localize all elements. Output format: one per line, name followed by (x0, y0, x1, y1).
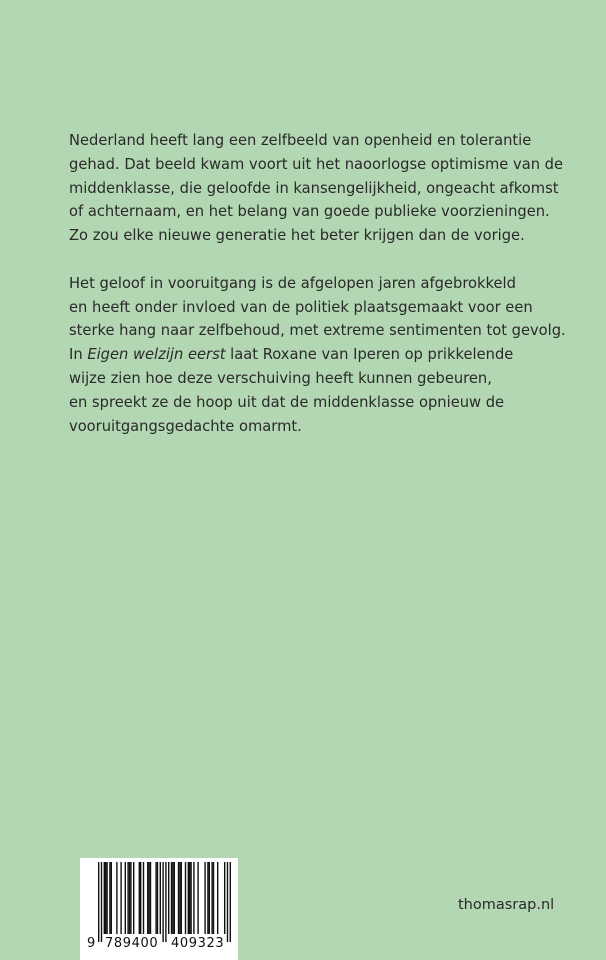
barcode-bar (140, 862, 141, 934)
barcode-bar (204, 862, 205, 934)
barcode-bar (109, 862, 110, 934)
barcode-bar (155, 862, 156, 934)
barcode-bar (98, 862, 99, 942)
blurb-line: Nederland heeft lang een zelfbeeld van openheid en tolerantie (69, 132, 532, 149)
barcode-bar (207, 862, 208, 934)
barcode-bar (105, 862, 106, 934)
barcode-bar (150, 862, 151, 934)
book-title: Eigen welzijn eerst (87, 346, 226, 364)
barcode-bar (165, 862, 166, 942)
line-suffix: laat Roxane van Iperen op prikkelende (225, 346, 514, 364)
back-cover-blurb (69, 129, 569, 438)
barcode-bar (178, 862, 179, 934)
barcode-bar (143, 862, 144, 934)
barcode-bar (179, 862, 180, 934)
barcode-bar (168, 862, 169, 934)
barcode-bar (193, 862, 194, 934)
barcode-bar (188, 862, 189, 934)
barcode-bar (230, 862, 231, 942)
barcode-bar (217, 862, 218, 934)
line-prefix: In (69, 346, 88, 364)
barcode-bar (116, 862, 117, 934)
barcode-bar (125, 862, 126, 934)
blurb-line: en spreekt ze de hoop uit dat de middenklasse opnieuw de (69, 393, 505, 411)
barcode-bar (190, 862, 191, 934)
barcode-bar (181, 862, 182, 934)
blurb-line: of achternaam, en het belang van goede publieke voorzieningen. (69, 203, 550, 221)
barcode-bar (130, 862, 131, 934)
blurb-paragraph-1 (69, 129, 569, 248)
barcode-bar (104, 862, 105, 934)
barcode-bar (148, 862, 149, 934)
barcode-bar (174, 862, 175, 934)
barcode-left-group: 789400 (105, 936, 159, 951)
blurb-line: Het geloof in vooruitgang is de afgelopen jaren afgebrokkeld (69, 274, 516, 292)
barcode-bar (106, 862, 107, 934)
barcode-bar (101, 862, 102, 942)
blurb-line-with-title (69, 343, 569, 367)
barcode-bar (129, 862, 130, 934)
blurb-line: middenklasse, die geloofde in kansengelijkheid, ongeacht afkomst (69, 179, 559, 197)
blurb-line: wijze zien hoe deze verschuiving heeft kunnen gebeuren, (69, 369, 492, 387)
barcode-bar (185, 862, 186, 934)
barcode-bar (147, 862, 148, 934)
barcode-digits (80, 936, 238, 956)
barcode-bar (197, 862, 198, 934)
blurb-paragraph-2 (69, 272, 569, 439)
blurb-line: vooruitgangsgedachte omarmt. (69, 417, 302, 435)
isbn-barcode (80, 858, 238, 960)
blurb-line: gehad. Dat beeld kwam voort uit het naoorlogse optimisme van de (69, 155, 564, 173)
blurb-line: Zo zou elke nieuwe generatie het beter krijgen dan de vorige. (69, 227, 525, 245)
barcode-bar (157, 862, 158, 934)
barcode-bar (209, 862, 210, 934)
barcode-bar (127, 862, 128, 934)
blurb-line: en heeft onder invloed van de politiek plaatsgemaakt voor een (69, 298, 533, 316)
barcode-bar (120, 862, 121, 934)
barcode-bar (189, 862, 190, 934)
barcode-bar (111, 862, 112, 934)
barcode-bar (160, 862, 161, 934)
barcode-bar (133, 862, 134, 934)
barcode-bar (227, 862, 228, 942)
barcode-bar (139, 862, 140, 934)
barcode-bar (224, 862, 225, 934)
barcode-bar (211, 862, 212, 934)
barcode-right-group: 409323 (171, 936, 225, 951)
blurb-line: sterke hang naar zelfbehoud, met extreme sentimenten tot gevolg. (69, 322, 566, 340)
publisher-website: thomasrap.nl (458, 897, 555, 913)
barcode-bar (171, 862, 172, 934)
barcode-bar (213, 862, 214, 934)
barcode-bar (172, 862, 173, 934)
barcode-first-digit: 9 (87, 936, 96, 951)
barcode-bar (162, 862, 163, 942)
